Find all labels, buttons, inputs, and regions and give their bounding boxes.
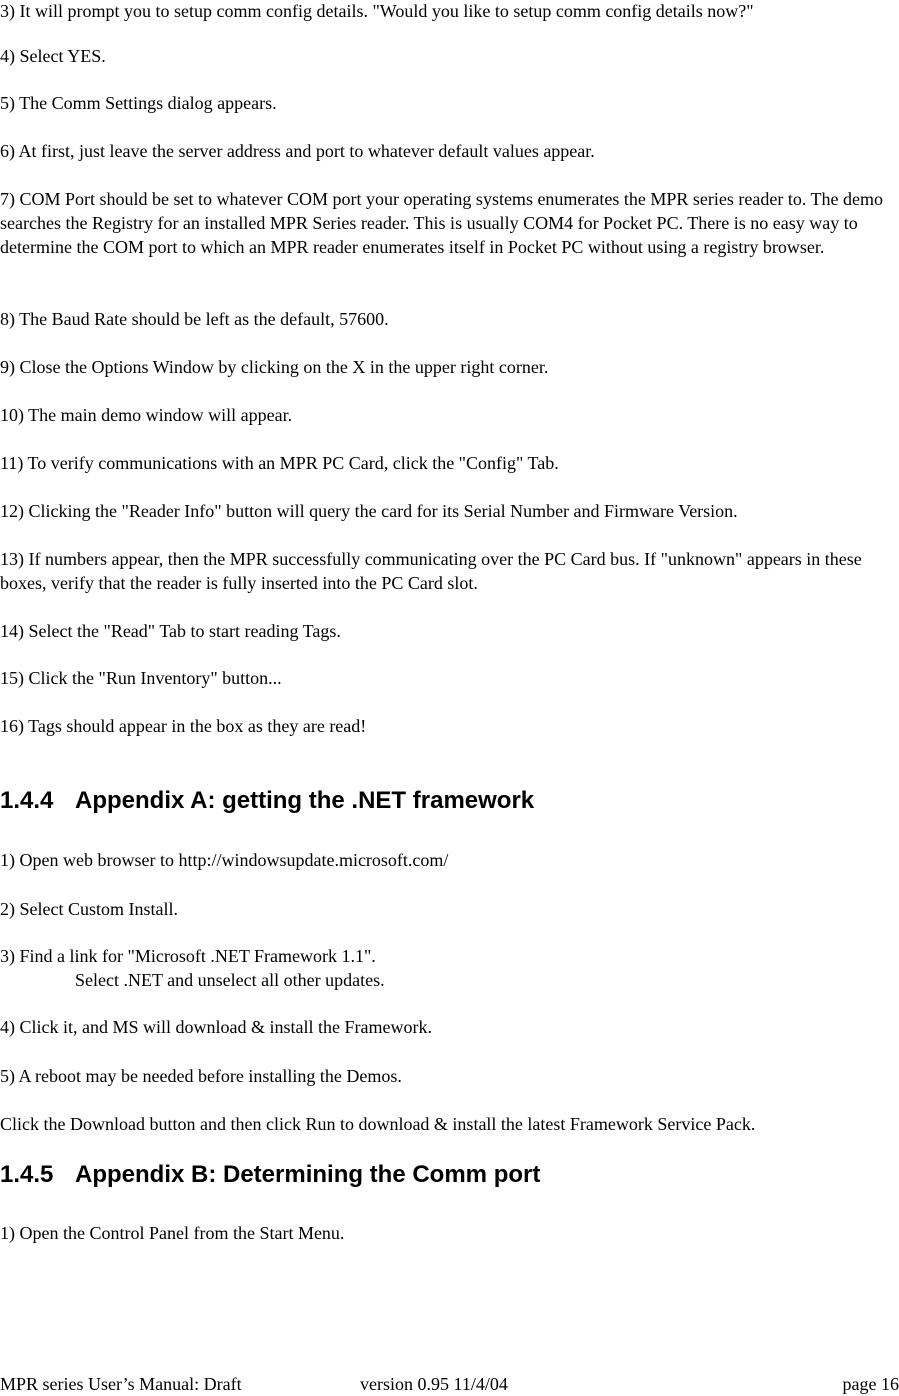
appendix-a-step-3: 3) Find a link for "Microsoft .NET Framework 1.1". (0, 946, 376, 966)
appendix-b-number: 1.4.5 (0, 1161, 54, 1188)
appendix-a-step-3-note: Select .NET and unselect all other updates. (75, 970, 385, 990)
footer-page-number: page 16 (842, 1374, 899, 1394)
step-3: 3) It will prompt you to setup comm config details. "Would you like to setup comm config details now?" (0, 1, 754, 21)
appendix-b-step-1: 1) Open the Control Panel from the Start Menu. (0, 1223, 345, 1243)
step-8: 8) The Baud Rate should be left as the default, 57600. (0, 309, 389, 329)
step-6: 6) At first, just leave the server address and port to whatever default values appear. (0, 141, 595, 161)
step-11: 11) To verify communications with an MPR PC Card, click the "Config" Tab. (0, 453, 559, 473)
step-5: 5) The Comm Settings dialog appears. (0, 93, 277, 113)
step-16: 16) Tags should appear in the box as they are read! (0, 716, 367, 736)
step-9: 9) Close the Options Window by clicking on the X in the upper right corner. (0, 357, 549, 377)
step-7: 7) COM Port should be set to whatever COM port your operating systems enumerates the MPR series reader to. The demo searches the Registry for an installed MPR Series reader. This is usually COM4 for Pocket PC. There is no easy way to determine the COM port to which an MPR reader enumerates itself in Pocket PC without using a registry browser. (0, 189, 884, 257)
step-10: 10) The main demo window will appear. (0, 405, 293, 425)
step-13: 13) If numbers appear, then the MPR successfully communicating over the PC Card bus. If "unknown" appears in these boxes, verify that the reader is fully inserted into the PC Card slot. (0, 549, 862, 593)
appendix-b-title: Appendix B: Determining the Comm port (75, 1161, 541, 1188)
appendix-a-closing-note: Click the Download button and then click Run to download & install the latest Framework Service Pack. (0, 1114, 756, 1134)
footer-version: version 0.95 11/4/04 (360, 1374, 508, 1394)
footer-manual-title: MPR series User’s Manual: Draft (0, 1374, 242, 1394)
appendix-a-step-4: 4) Click it, and MS will download & install the Framework. (0, 1017, 432, 1037)
step-12: 12) Clicking the "Reader Info" button will query the card for its Serial Number and Firmware Version. (0, 501, 738, 521)
page-footer (0, 1372, 899, 1396)
step-15: 15) Click the "Run Inventory" button... (0, 668, 282, 688)
appendix-a-step-2: 2) Select Custom Install. (0, 899, 178, 919)
appendix-a-step-5: 5) A reboot may be needed before installing the Demos. (0, 1066, 402, 1086)
appendix-a-number: 1.4.4 (0, 787, 54, 814)
appendix-a-heading (0, 786, 534, 816)
step-14: 14) Select the "Read" Tab to start reading Tags. (0, 621, 341, 641)
appendix-a-step-1: 1) Open web browser to http://windowsupdate.microsoft.com/ (0, 850, 449, 870)
appendix-b-heading (0, 1160, 540, 1190)
step-4: 4) Select YES. (0, 46, 106, 66)
appendix-a-title: Appendix A: getting the .NET framework (75, 787, 535, 814)
